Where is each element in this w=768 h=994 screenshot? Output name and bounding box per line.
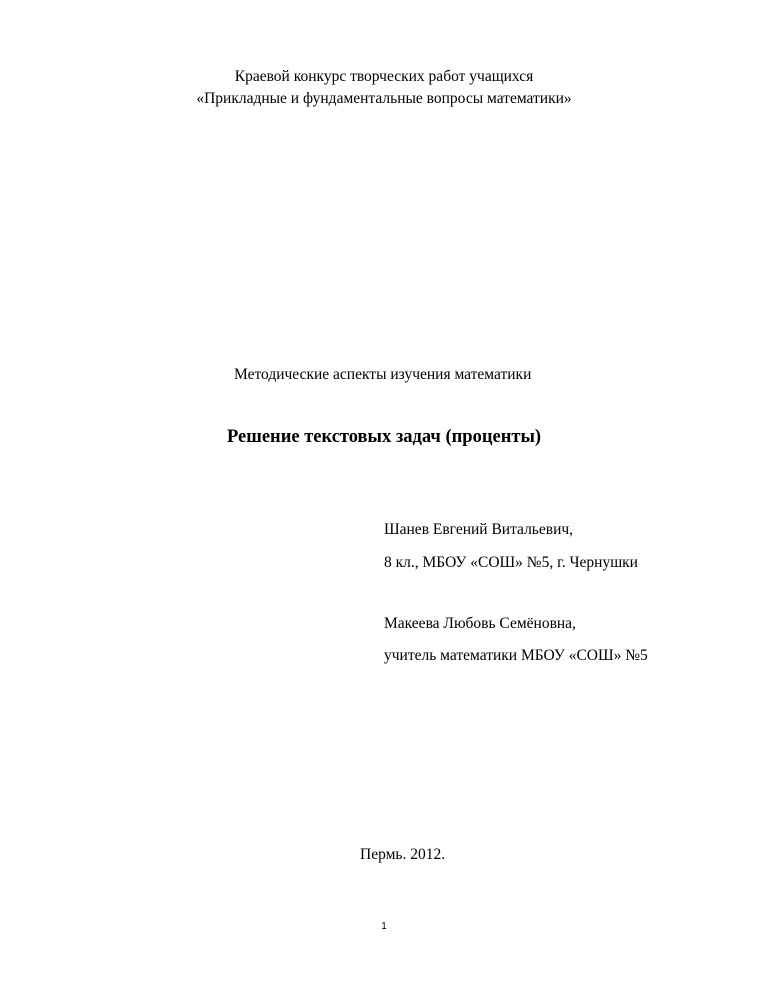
supervisor-name: Макеева Любовь Семёновна, (384, 615, 576, 632)
work-title: Решение текстовых задач (проценты) (226, 427, 542, 447)
contest-title-line-2: «Прикладные и фундаментальные вопросы математики» (196, 90, 572, 107)
contest-title-line-1: Краевой конкурс творческих работ учащихся (234, 68, 534, 85)
city-year: Пермь. 2012. (360, 846, 446, 863)
author-name: Шанев Евгений Витальевич, (384, 521, 574, 538)
page-number: 1 (381, 921, 387, 932)
supervisor-info: учитель математики МБОУ «СОШ» №5 (384, 647, 648, 664)
author-info: 8 кл., МБОУ «СОШ» №5, г. Чернушки (384, 554, 638, 571)
section-title: Методические аспекты изучения математики (234, 366, 532, 383)
